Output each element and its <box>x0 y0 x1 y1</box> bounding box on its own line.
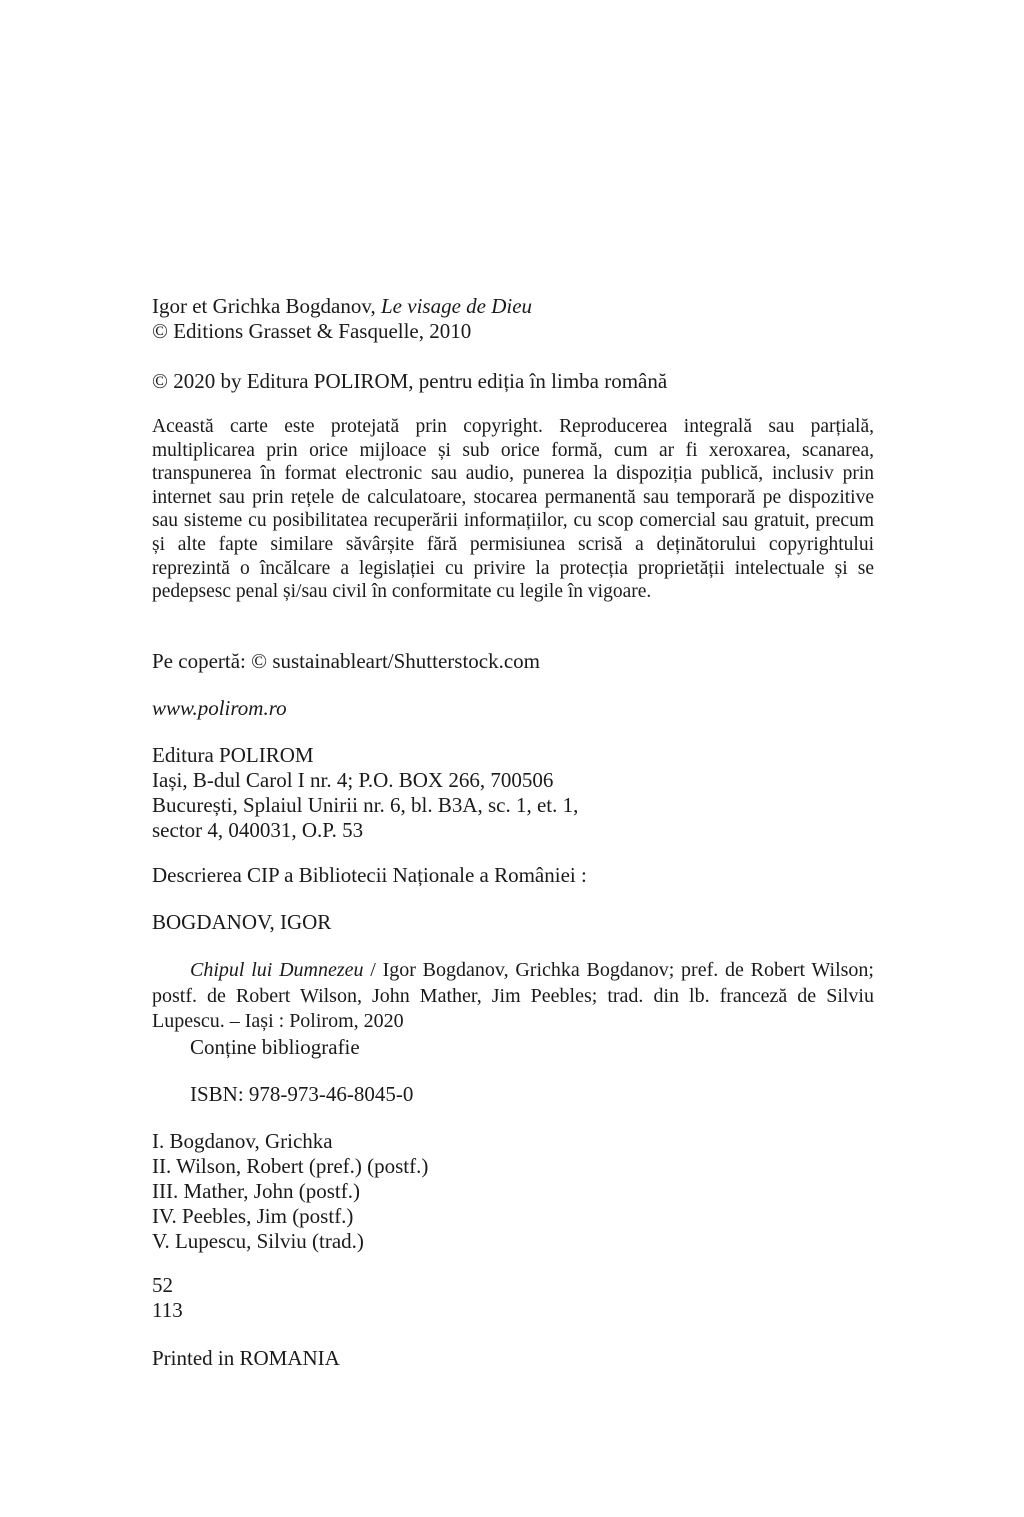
publisher-block <box>152 743 874 843</box>
cip-note-text: Conține bibliografie <box>190 1035 360 1059</box>
publisher-address-line: sector 4, 040031, O.P. 53 <box>152 818 364 842</box>
printed-in <box>152 1346 874 1371</box>
added-entry: I. Bogdanov, Grichka <box>152 1129 333 1153</box>
cip-isbn <box>152 1082 874 1107</box>
cip-note <box>152 1035 874 1060</box>
cover-credit <box>152 649 874 674</box>
classification-number: 52 <box>152 1273 173 1297</box>
edition-copyright <box>152 369 874 394</box>
cip-title: Chipul lui Dumnezeu <box>190 959 364 981</box>
classification-number: 113 <box>152 1298 183 1322</box>
publisher-name: Editura POLIROM <box>152 743 314 767</box>
added-entry: V. Lupescu, Silviu (trad.) <box>152 1229 364 1253</box>
original-copyright: © Editions Grasset & Fasquelle, 2010 <box>152 319 472 343</box>
added-entry: II. Wilson, Robert (pref.) (postf.) <box>152 1154 429 1178</box>
added-entry: III. Mather, John (postf.) <box>152 1179 360 1203</box>
cip-heading-text: Descrierea CIP a Bibliotecii Naționale a României : <box>152 863 587 887</box>
printed-in-text: Printed in ROMANIA <box>152 1346 340 1370</box>
website <box>152 696 874 721</box>
cip-heading <box>152 863 874 888</box>
cover-credit-text: Pe copertă: © sustainableart/Shutterstock.com <box>152 649 541 673</box>
publisher-address-line: Iași, B-dul Carol I nr. 4; P.O. BOX 266, 700506 <box>152 768 554 792</box>
cip-statement: / Igor Bogdanov, Grichka Bogdanov; pref. de Robert Wilson; postf. de Robert Wilson, John Mather, Jim Peebles; trad. din lb. franceză de Silviu Lupescu. – Iași : Polirom, 2020 <box>152 959 874 1032</box>
cip-description <box>152 958 874 1035</box>
original-authors: Igor et Grichka Bogdanov, <box>152 294 376 318</box>
rights-notice: Această carte este protejată prin copyright. Reproducerea integrală sau parțială, multiplicarea prin orice mijloace și sub orice formă, cum ar fi xeroxarea, scanarea, transpunerea în format electronic sau audio, punerea la dispoziția publică, inclusiv prin internet sau prin rețele de calculatoare, stocarea permanentă sau temporară pe dispozitive sau sisteme cu posibilitatea recuperării informațiilor, cu scop comercial sau gratuit, precum și alte fapte similare săvârșite fără permisiunea scrisă a deținătorului copyrightului reprezintă o încălcare a legislației cu privire la protecția proprietății intelectuale și se pedepsesc penal și/sau civil în conformitate cu legile în vigoare. <box>152 416 874 603</box>
cip-main-entry <box>152 910 874 935</box>
isbn-text: ISBN: 978-973-46-8045-0 <box>190 1082 414 1106</box>
website-text: www.polirom.ro <box>152 696 287 720</box>
original-work-line <box>152 294 874 319</box>
original-work-block <box>152 294 874 344</box>
added-entry: IV. Peebles, Jim (postf.) <box>152 1204 354 1228</box>
original-title: Le visage de Dieu <box>381 294 533 318</box>
cip-classification <box>152 1273 874 1323</box>
publisher-address-line: București, Splaiul Unirii nr. 6, bl. B3A, sc. 1, et. 1, <box>152 793 579 817</box>
edition-copyright-text: © 2020 by Editura POLIROM, pentru ediția în limba română <box>152 369 668 393</box>
cip-added-entries <box>152 1129 874 1254</box>
cip-main-entry-text: BOGDANOV, IGOR <box>152 910 332 934</box>
